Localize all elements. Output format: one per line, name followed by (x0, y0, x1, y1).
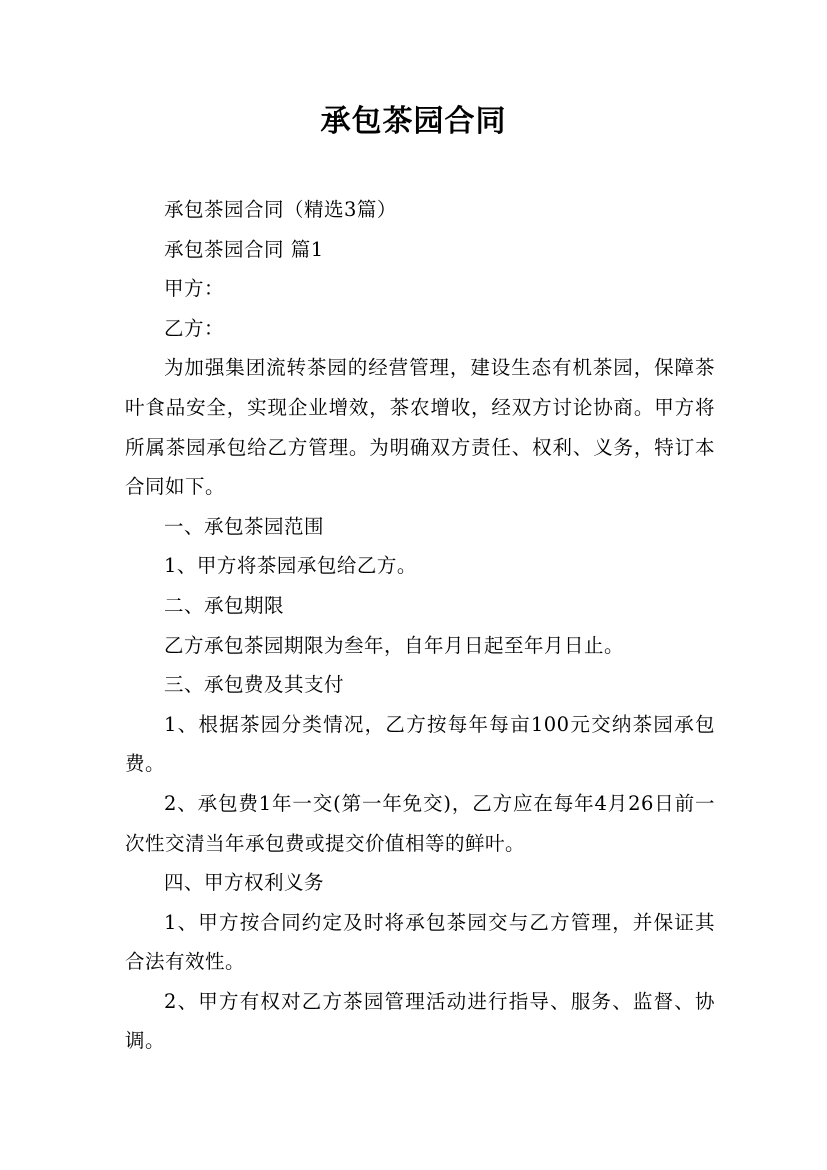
paragraph-clause: 1、根据茶园分类情况，乙方按每年每亩100元交纳茶园承包费。 (125, 712, 715, 776)
paragraph-subtitle: 承包茶园合同（精选3篇） (164, 198, 397, 221)
paragraph-heading-scope: 一、承包茶园范围 (164, 514, 325, 538)
paragraph-clause: 2、甲方有权对乙方茶园管理活动进行指导、服务、监督、协调。 (125, 989, 715, 1053)
paragraph-party-b: 乙方： (164, 316, 225, 340)
paragraph-party-a: 甲方： (164, 277, 225, 301)
paragraph-clause: 2、承包费1年一交(第一年免交)，乙方应在每年4月26日前一次性交清当年承包费或提交价值相等的鲜叶。 (125, 791, 715, 855)
document-body (125, 190, 715, 1061)
document-title: 承包茶园合同 (320, 104, 507, 139)
paragraph-clause: 乙方承包茶园期限为叁年，自年月日起至年月日止。 (164, 633, 625, 657)
paragraph-clause: 1、甲方按合同约定及时将承包茶园交与乙方管理，并保证其合法有效性。 (125, 910, 715, 974)
paragraph-clause: 1、甲方将茶园承包给乙方。 (164, 554, 417, 578)
paragraph-section-heading: 承包茶园合同 篇1 (164, 237, 324, 261)
paragraph-heading-fees: 三、承包费及其支付 (164, 673, 345, 697)
paragraph-heading-party-a-rights: 四、甲方权利义务 (164, 871, 325, 895)
paragraph-heading-term: 二、承包期限 (164, 593, 285, 617)
paragraph-preamble: 为加强集团流转茶园的经营管理，建设生态有机茶园，保障茶叶食品安全，实现企业增效，茶农增收，经双方讨论协商。甲方将所属茶园承包给乙方管理。为明确双方责任、权利、义务，特订本合同如下。 (125, 356, 715, 499)
